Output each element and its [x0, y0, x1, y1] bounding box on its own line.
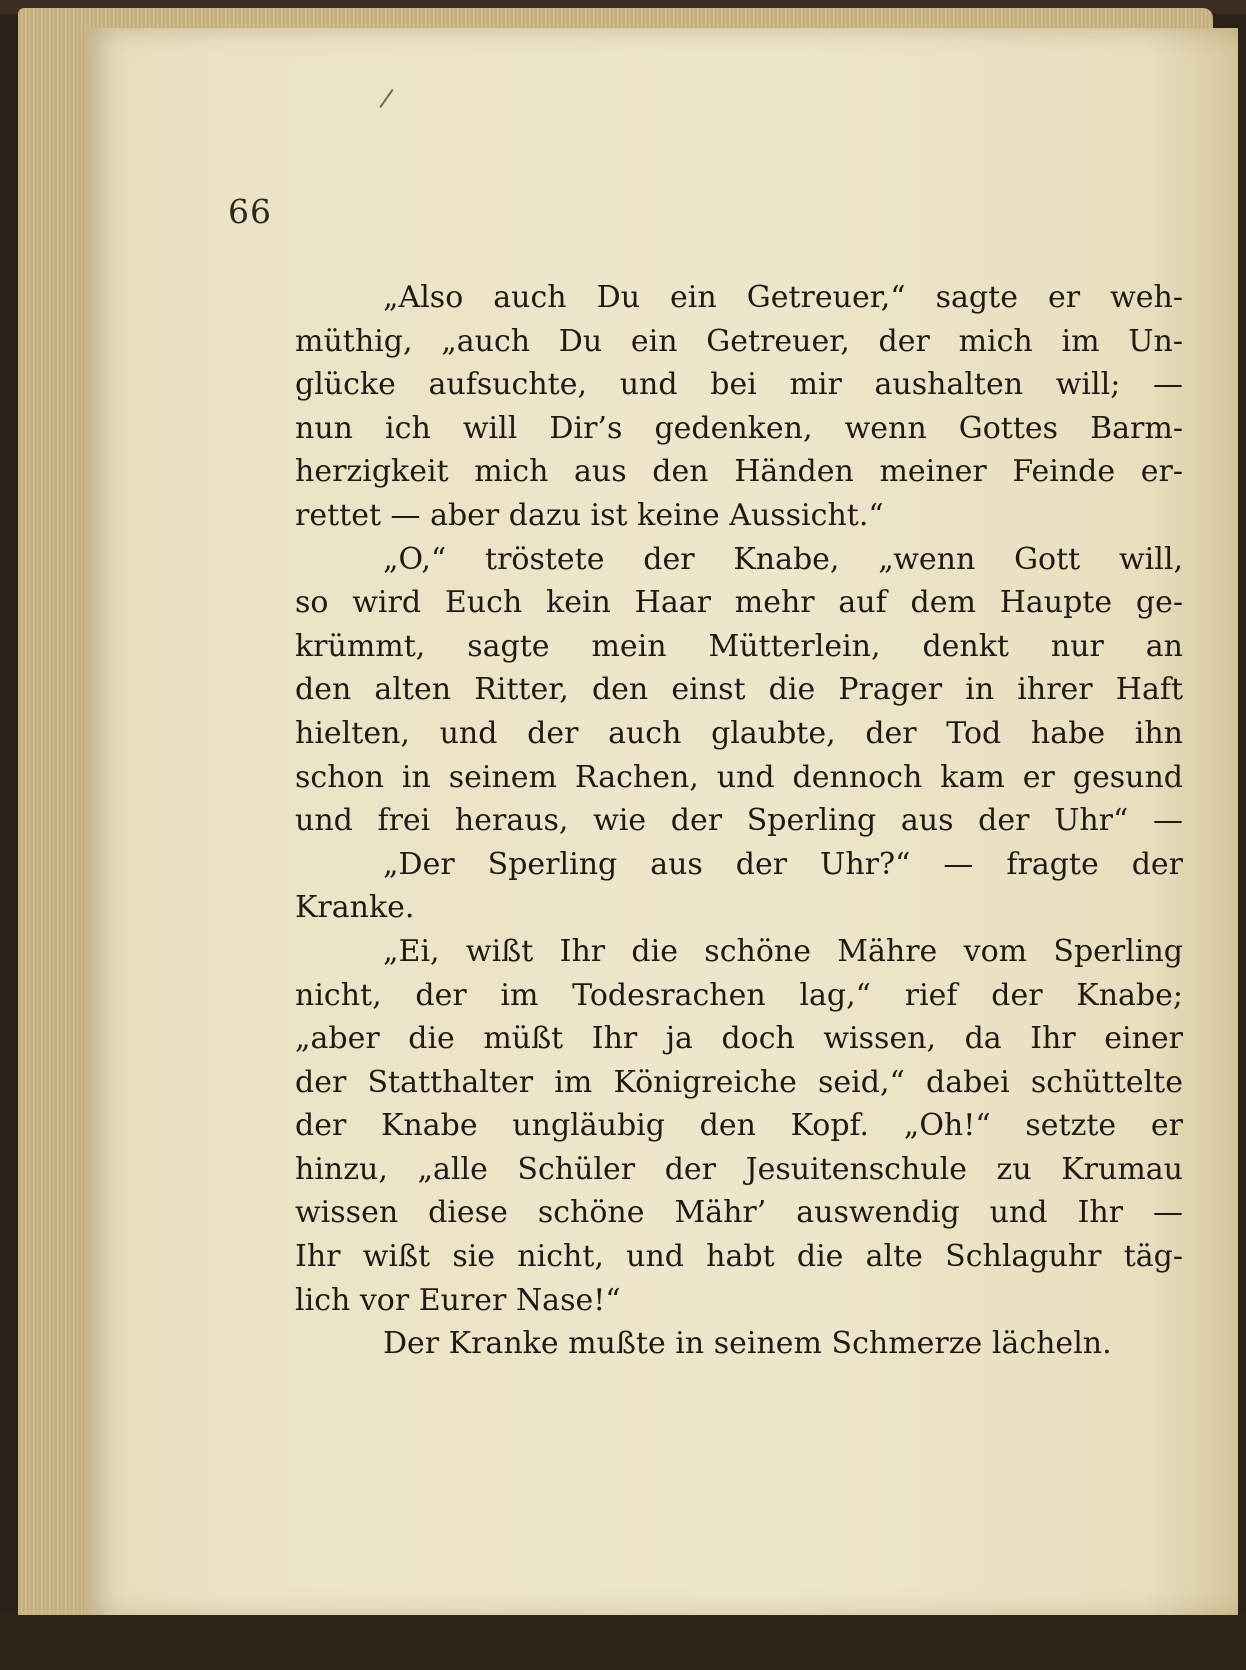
text-line: „Also auch Du ein Getreuer,“ sagte er weh- — [383, 280, 1183, 315]
text-line: Kranke. — [295, 890, 415, 926]
text-line: Der Kranke mußte in seinem Schmerze lächeln. — [383, 1326, 1112, 1362]
text-line: nicht, der im Todesrachen lag,“ rief der Knabe; — [295, 977, 1183, 1013]
text-line: müthig, „auch Du ein Getreuer, der mich im Un- — [295, 323, 1183, 359]
text-line: hielten, und der auch glaubte, der Tod habe ihn — [295, 715, 1183, 751]
body-text — [295, 276, 1183, 1366]
text-line: so wird Euch kein Haar mehr auf dem Haupte ge- — [295, 585, 1183, 621]
page-number: 66 — [228, 192, 272, 231]
text-line: nun ich will Dir’s gedenken, wenn Gottes Barm- — [295, 410, 1183, 446]
text-line: krümmt, sagte mein Mütterlein, denkt nur an — [295, 628, 1183, 664]
text-line: „Der Sperling aus der Uhr?“ — fragte der — [383, 846, 1183, 882]
text-line: glücke aufsuchte, und bei mir aushalten will; — — [295, 367, 1183, 403]
text-line: hinzu, „alle Schüler der Jesuitenschule zu Krumau — [295, 1151, 1183, 1187]
text-line: lich vor Eurer Nase!“ — [295, 1282, 621, 1318]
text-line: „Ei, wißt Ihr die schöne Mähre vom Sperling — [383, 933, 1183, 969]
text-line: den alten Ritter, den einst die Prager in ihrer Haft — [295, 672, 1183, 708]
text-line: „aber die müßt Ihr ja doch wissen, da Ihr einer — [295, 1021, 1183, 1057]
text-line: „O,“ tröstete der Knabe, „wenn Gott will, — [383, 541, 1183, 577]
text-line: der Statthalter im Königreiche seid,“ dabei schüttelte — [295, 1064, 1183, 1100]
book-cover-bottom — [0, 1615, 1246, 1670]
text-line: wissen diese schöne Mähr’ auswendig und Ihr — — [295, 1195, 1183, 1231]
text-line: und frei heraus, wie der Sperling aus der Uhr“ — — [295, 803, 1183, 839]
text-line: schon in seinem Rachen, und dennoch kam er gesund — [295, 759, 1183, 795]
text-line: rettet — aber dazu ist keine Aussicht.“ — [295, 497, 884, 533]
text-line: der Knabe ungläubig den Kopf. „Oh!“ setzte er — [295, 1108, 1183, 1144]
text-line: herzigkeit mich aus den Händen meiner Feinde er- — [295, 454, 1183, 490]
text-line: Ihr wißt sie nicht, und habt die alte Schlaguhr täg- — [295, 1239, 1183, 1275]
